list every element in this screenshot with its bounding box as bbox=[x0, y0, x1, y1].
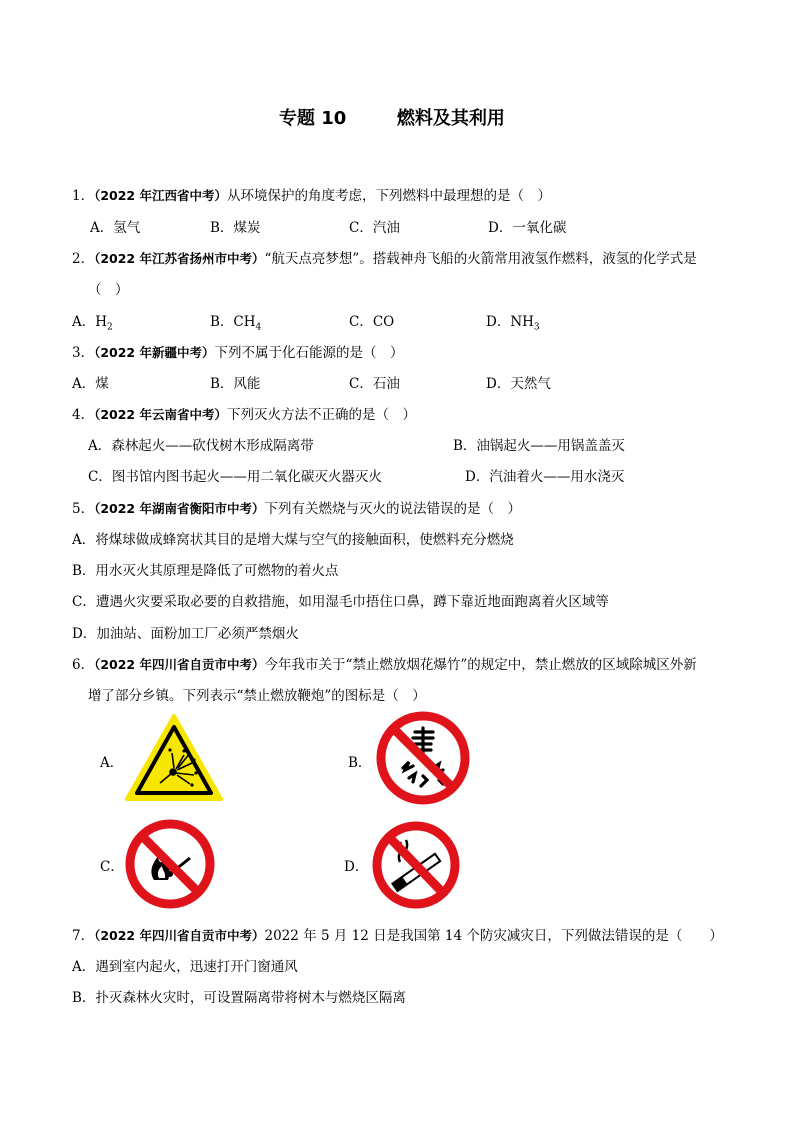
title-name: 燃料及其利用 bbox=[396, 108, 505, 129]
question-number: 6． bbox=[72, 657, 95, 673]
question-number: 7． bbox=[72, 928, 95, 944]
no-open-flame-icon bbox=[124, 818, 216, 910]
q4-option-b: B．油锅起火——用锅盖盖灭 bbox=[453, 438, 625, 454]
question-number: 5． bbox=[72, 501, 95, 517]
question-1 bbox=[72, 184, 551, 204]
question-text: “航天点亮梦想”。搭载神舟飞船的火箭常用液氢作燃料，液氢的化学式是 bbox=[264, 251, 697, 267]
question-3 bbox=[72, 341, 404, 361]
q5-option-c: C．遭遇火灾要采取必要的自救措施，如用湿毛巾捂住口鼻，蹲下靠近地面跑离着火区域等 bbox=[72, 594, 609, 610]
q3-option-a: A．煤 bbox=[72, 376, 109, 392]
question-text: 从环境保护的角度考虑，下列燃料中最理想的是（ ） bbox=[227, 188, 551, 204]
no-fireworks-icon bbox=[375, 710, 471, 806]
question-source: （2022 年湖南省衡阳市中考） bbox=[94, 501, 265, 516]
question-4 bbox=[72, 403, 416, 423]
q1-option-a: A．氢气 bbox=[90, 220, 141, 236]
question-source: （2022 年江苏省扬州市中考） bbox=[94, 251, 265, 266]
q1-option-b: B．煤炭 bbox=[210, 220, 261, 236]
question-source: （2022 年四川省自贡市中考） bbox=[94, 928, 265, 943]
q6-option-b-label: B． bbox=[348, 755, 372, 771]
q5-option-a: A．将煤球做成蜂窝状其目的是增大煤与空气的接触面积，使燃料充分燃烧 bbox=[72, 532, 514, 548]
q6-option-d-label: D． bbox=[344, 859, 369, 875]
q4-option-d: D．汽油着火——用水浇灭 bbox=[465, 469, 625, 485]
question-7 bbox=[72, 924, 723, 944]
q6-option-c-label: C． bbox=[100, 859, 124, 875]
question-number: 1． bbox=[72, 188, 95, 204]
question-2 bbox=[72, 247, 697, 267]
no-smoking-icon bbox=[370, 820, 462, 910]
q3-option-b: B．风能 bbox=[210, 376, 261, 392]
question-source: （2022 年江西省中考） bbox=[94, 188, 227, 203]
question-text: 下列灭火方法不正确的是（ ） bbox=[227, 407, 416, 423]
question-6-text-cont: 增了部分乡镇。下列表示“禁止燃放鞭炮”的图标是（ ） bbox=[88, 688, 426, 704]
question-text: 下列有关燃烧与灭火的说法错误的是（ ） bbox=[264, 501, 521, 517]
q1-option-c: C．汽油 bbox=[349, 220, 400, 236]
q2-option-b: B．$CH_4$ bbox=[210, 314, 262, 333]
q5-option-b: B．用水灭火其原理是降低了可燃物的着火点 bbox=[72, 563, 339, 579]
question-6 bbox=[72, 653, 697, 673]
question-source: （2022 年四川省自贡市中考） bbox=[94, 657, 265, 672]
q4-option-a: A．森林起火——砍伐树木形成隔离带 bbox=[88, 438, 314, 454]
q7-option-b: B．扑灭森林火灾时，可设置隔离带将树木与燃烧区隔离 bbox=[72, 990, 406, 1006]
question-text: 今年我市关于“禁止燃放烟花爆竹”的规定中，禁止燃放的区域除城区外新 bbox=[264, 657, 697, 673]
question-number: 3． bbox=[72, 345, 95, 361]
question-5 bbox=[72, 497, 521, 517]
question-text: 2022 年 5 月 12 日是我国第 14 个防灾减灾日，下列做法错误的是（ ） bbox=[264, 928, 723, 944]
q5-option-d: D．加油站、面粉加工厂必须严禁烟火 bbox=[72, 626, 299, 642]
page-title bbox=[279, 104, 505, 130]
explosive-warning-icon bbox=[124, 713, 224, 803]
question-number: 4． bbox=[72, 407, 95, 423]
question-text: 下列不属于化石能源的是（ ） bbox=[214, 345, 404, 361]
q4-option-c: C．图书馆内图书起火——用二氧化碳灭火器灭火 bbox=[88, 469, 382, 485]
q2-option-a: A．$H_2$ bbox=[72, 314, 113, 333]
q7-option-a: A．遇到室内起火，迅速打开门窗通风 bbox=[72, 959, 298, 975]
question-number: 2． bbox=[72, 251, 95, 267]
title-number: 专题 10 bbox=[279, 108, 347, 129]
question-2-text-cont: （ ） bbox=[88, 282, 129, 298]
q3-option-d: D．天然气 bbox=[486, 376, 551, 392]
q1-option-d: D．一氧化碳 bbox=[488, 220, 567, 236]
q2-option-d: D．$NH_3$ bbox=[486, 314, 540, 333]
q2-option-c: C．CO bbox=[349, 314, 395, 330]
question-source: （2022 年新疆中考） bbox=[94, 345, 215, 360]
q3-option-c: C．石油 bbox=[349, 376, 400, 392]
question-source: （2022 年云南省中考） bbox=[94, 407, 227, 422]
q6-option-a-label: A． bbox=[100, 755, 124, 771]
